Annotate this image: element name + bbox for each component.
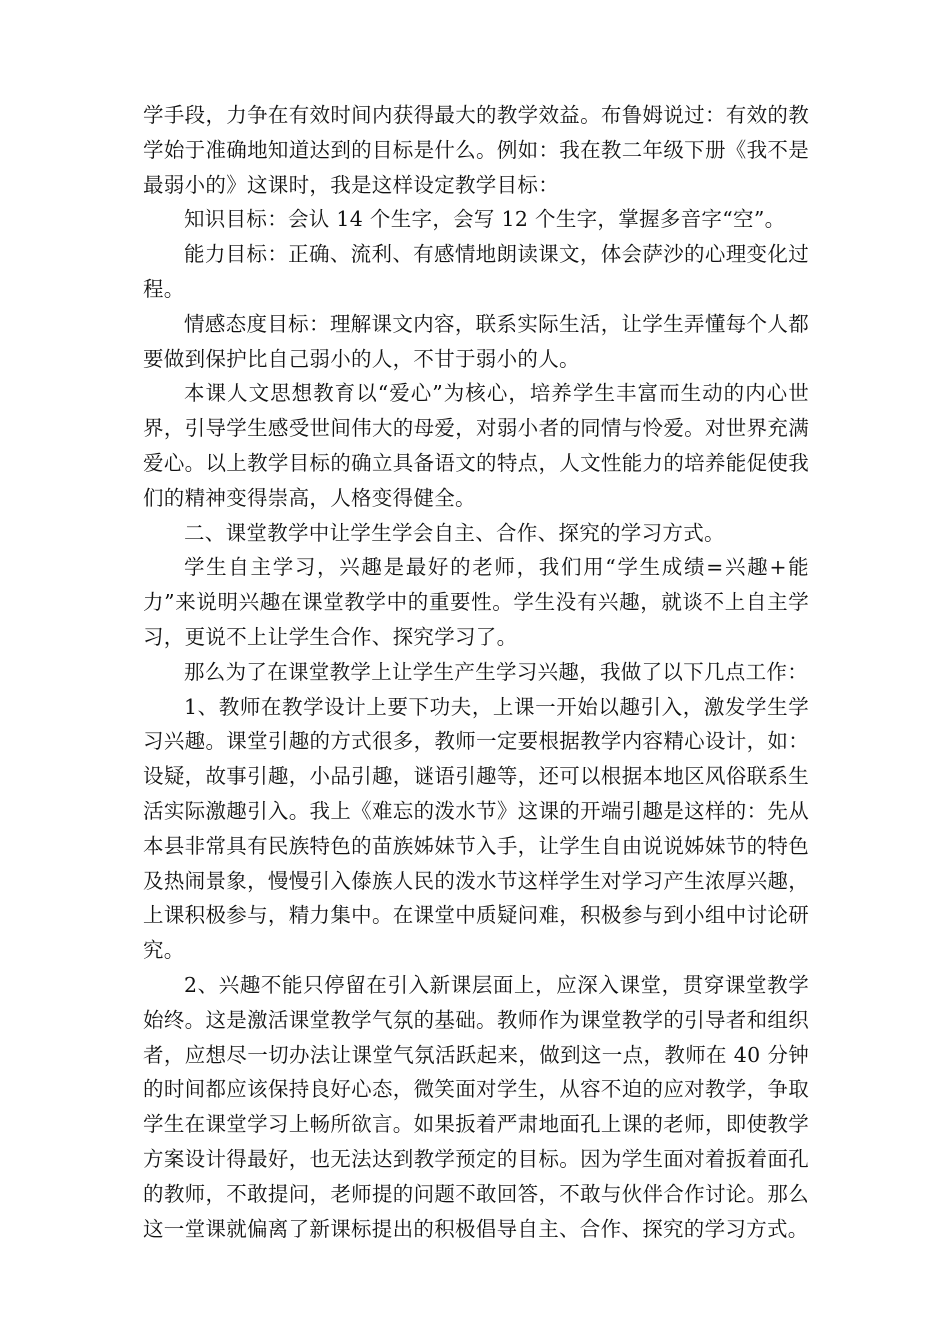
paragraph-work-intro: 那么为了在课堂教学上让学生产生学习兴趣，我做了以下几点工作： [184,659,808,684]
paragraph-continuation: 学手段，力争在有效时间内获得最大的教学效益。布鲁姆说过：有效的教学始于准确地知道达到的目标是什么。例如：我在教二年级下册《我不是最弱小的》这课时，我是这样设定教学目标： [143,103,809,197]
paragraph-point-2: 2、兴趣不能只停留在引入新课层面上，应深入课堂，贯穿课堂教学始终。这是激活课堂教学气氛的基础。教师作为课堂教学的引导者和组织者，应想尽一切办法让课堂气氛活跃起来，做到这一点，教师在 40 分钟的时间都应该保持良好心态，微笑面对学生，从容不迫的应对教学，争取学生在课堂学习上畅所欲言。如果扳着严肃地面孔上课的老师，即使教学方案设计得最好，也无法达到教学预定的目标。因为学生面对着扳着面孔的教师，不敢提问，老师提的问题不敢回答，不敢与伙伴合作讨论。那么这一堂课就偏离了新课标提出的积极倡导自主、合作、探究的学习方式。 [143,972,809,1241]
paragraph-self-learning: 学生自主学习，兴趣是最好的老师，我们用“学生成绩=兴趣+能力”来说明兴趣在课堂教学中的重要性。学生没有兴趣，就谈不上自主学习，更说不上让学生合作、探究学习了。 [143,555,809,649]
paragraph-point-1: 1、教师在教学设计上要下功夫，上课一开始以趣引入，激发学生学习兴趣。课堂引趣的方式很多，教师一定要根据教学内容精心设计，如：设疑，故事引趣，小品引趣，谜语引趣等，还可以根据本地区风俗联系生活实际激趣引入。我上《难忘的泼水节》这课的开端引趣是这样的：先从本县非常具有民族特色的苗族姊妹节入手，让学生自由说说姊妹节的特色及热闹景象，慢慢引入傣族人民的泼水节这样学生对学习产生浓厚兴趣，上课积极参与，精力集中。在课堂中质疑问难，积极参与到小组中讨论研究。 [143,694,809,963]
paragraph-humanistic-education: 本课人文思想教育以“爱心”为核心，培养学生丰富而生动的内心世界，引导学生感受世间伟大的母爱，对弱小者的同情与怜爱。对世界充满爱心。以上教学目标的确立具备语文的特点，人文性能力的培养能促使我们的精神变得崇高，人格变得健全。 [143,381,809,510]
paragraph-knowledge-goal: 知识目标：会认 14 个生字，会写 12 个生字，掌握多音字“空”。 [184,207,786,232]
paragraph-ability-goal: 能力目标：正确、流利、有感情地朗读课文，体会萨沙的心理变化过程。 [143,242,809,301]
section-heading-2: 二、课堂教学中让学生学会自主、合作、探究的学习方式。 [184,520,725,545]
document-body [143,98,809,1246]
paragraph-emotion-goal: 情感态度目标：理解课文内容，联系实际生活，让学生弄懂每个人都要做到保护比自己弱小的人，不甘于弱小的人。 [143,311,809,371]
